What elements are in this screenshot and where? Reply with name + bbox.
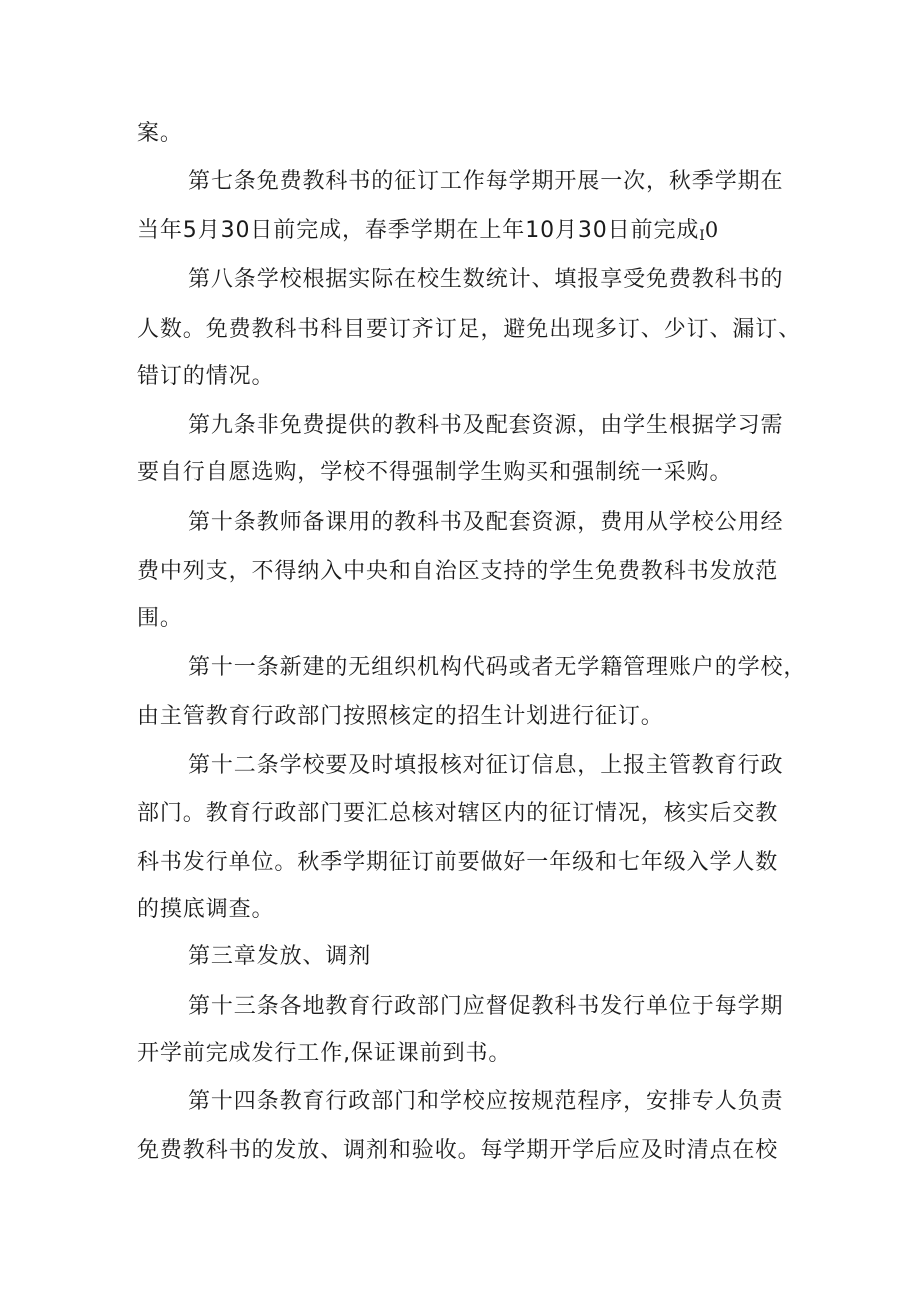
text-line-19: 第十三条各地教育行政部门应督促教科书发行单位于每学期 [188,994,784,1019]
text-line-9: 第十条教师备课用的教科书及配套资源，费用从学校公用经 [188,510,784,535]
text-line-17: 的摸底调查。 [137,897,275,922]
text-line-12: 第十一条新建的无组织机构代码或者无学籍管理账户的学校， [188,655,807,680]
text-line-11: 围。 [137,606,183,631]
text-line-8: 要自行自愿选购，学校不得强制学生购买和强制统一采购。 [137,460,733,485]
text-line-3-digit: 0 [704,218,719,242]
text-line-2: 第七条免费教科书的征订工作每学期开展一次，秋季学期在 [188,169,784,194]
text-line-5: 人数。免费教科书科目要订齐订足，避免出现多订、少订、漏订、 [137,317,802,342]
text-line-14: 第十二条学校要及时填报核对征订信息，上报主管教育行政 [188,753,784,778]
text-line-4: 第八条学校根据实际在校生数统计、填报享受免费教科书的 [188,267,784,292]
text-line-6: 错订的情况。 [137,364,275,389]
text-line-15: 部门。教育行政部门要汇总核对辖区内的征订情况，核实后交教 [137,801,779,826]
chapter-heading: 第三章发放、调剂 [188,944,372,969]
text-line-7: 第九条非免费提供的教科书及配套资源，由学生根据学习需 [188,413,784,438]
text-line-16: 科书发行单位。秋季学期征订前要做好一年级和七年级入学人数 [137,850,779,875]
text-line-10: 费中列支，不得纳入中央和自治区支持的学生免费教科书发放范 [137,559,779,584]
text-line-3 [137,215,718,251]
text-line-3-mark: I [699,228,705,244]
text-line-21: 第十四条教育行政部门和学校应按规范程序，安排专人负责 [188,1089,784,1114]
text-line-1: 案。 [137,121,183,146]
text-line-13: 由主管教育行政部门按照核定的招生计划进行征订。 [137,704,664,729]
text-line-20: 开学前完成发行工作,保证课前到书。 [137,1041,512,1066]
text-line-22: 免费教科书的发放、调剂和验收。每学期开学后应及时清点在校 [137,1138,779,1163]
text-line-3-main: 当年5月30日前完成，春季学期在上年10月30日前完成 [137,218,700,243]
